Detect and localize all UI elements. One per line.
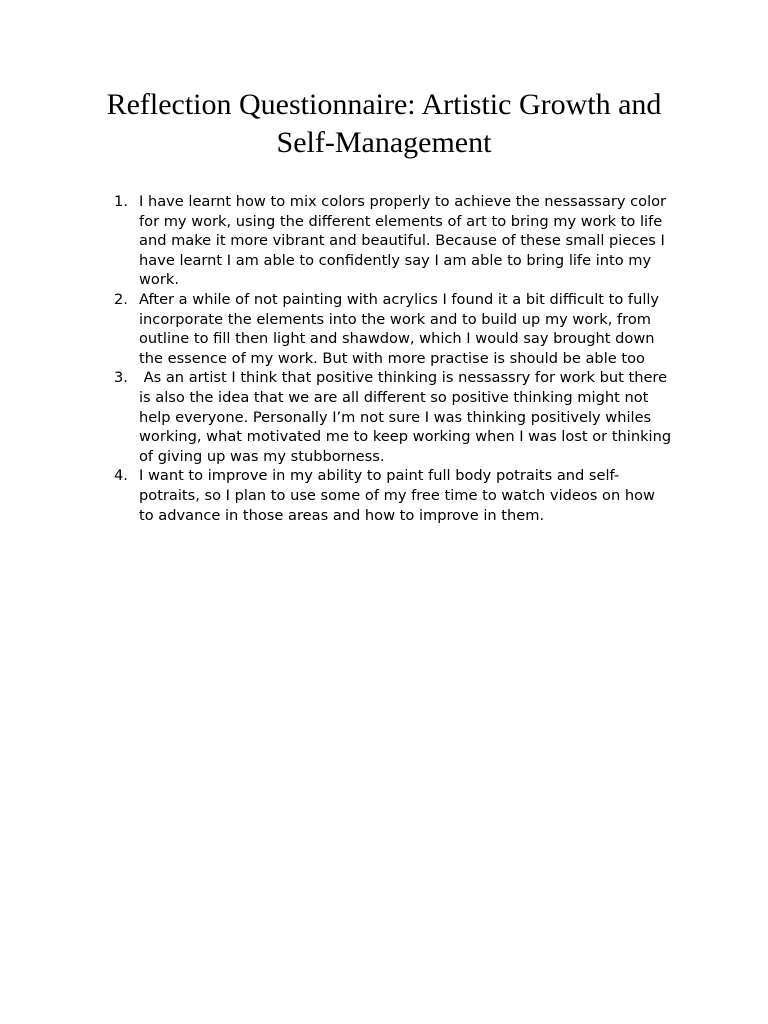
list-item (112, 466, 672, 525)
list-item-number: 1. (114, 193, 128, 210)
list-item-text: I have learnt how to mix colors properly to achieve the nessassary color for my work, using the different elements of art to bring my work to life and make it more vibrant and beautiful. Because of these small pieces I have learnt I am able to confidently say I am able to bring life into my work. (139, 193, 671, 289)
list-item-text: I want to improve in my ability to paint full body potraits and self-potraits, so I plan to use some of my free time to watch videos on how to advance in those areas and how to improve in them. (139, 467, 660, 524)
list-item (112, 368, 676, 466)
answer-list (112, 192, 676, 525)
list-item-number: 4. (114, 467, 128, 485)
list-item-number: 2. (114, 290, 128, 308)
list-item-text: As an artist I think that positive thinking is nessassry for work but there is also the idea that we are all different so positive thinking might not help everyone. Personally I’m not sure I was thinking positively whiles working, what motivated me to keep working when I was lost or thinking of giving up was my stubborness. (139, 369, 676, 465)
document-title: Reflection Questionnaire: Artistic Growth and Self-Management (106, 88, 662, 159)
list-item-number: 3. (114, 369, 128, 387)
list-item (112, 290, 672, 368)
list-item (112, 192, 672, 290)
list-item-text: After a while of not painting with acrylics I found it a bit difficult to fully incorporate the elements into the work and to build up my work, from outline to fill then light and shawdow, which I would say brought down the essence of my work. But with more practise is should be able too (139, 290, 664, 367)
